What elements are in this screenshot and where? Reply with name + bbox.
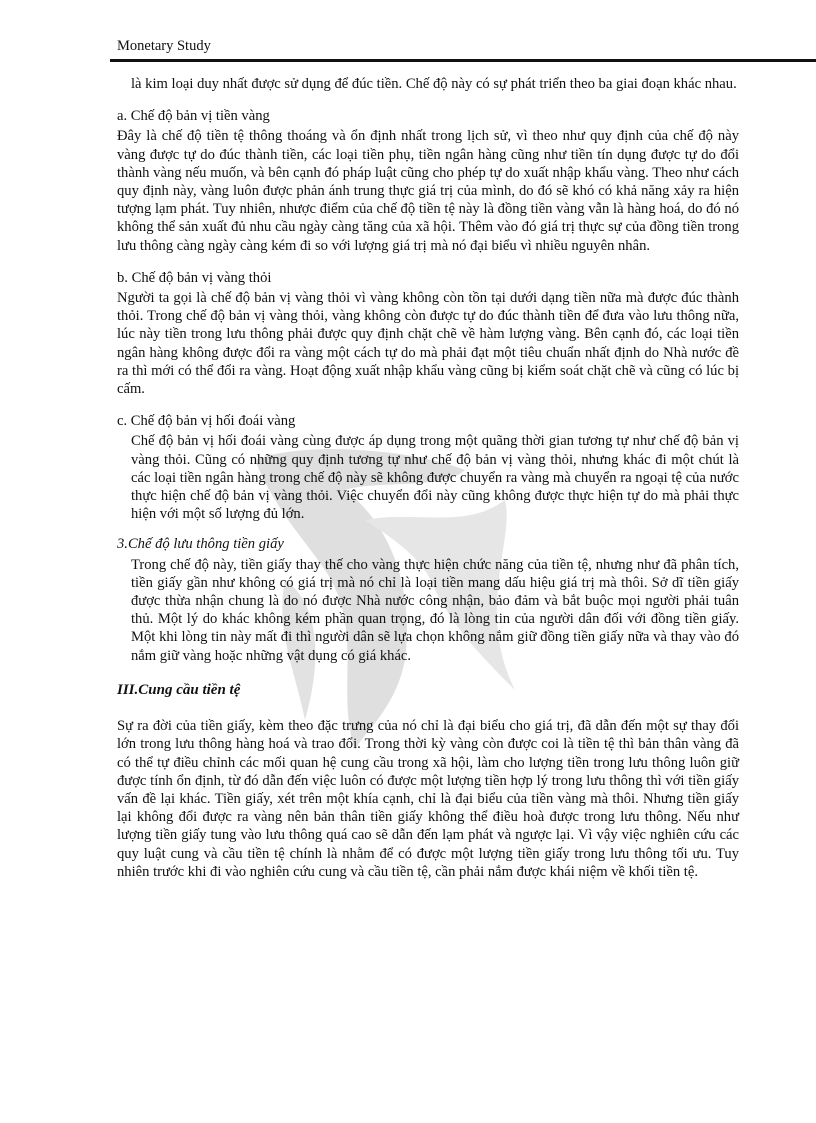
document-body	[117, 75, 739, 881]
section-a-heading: a. Chế độ bản vị tiền vàng	[117, 108, 270, 125]
section-3-paragraph: Trong chế độ này, tiền giấy thay thế cho vàng thực hiện chức năng của tiền tệ, nhưng như đã phân tích, tiền giấy gần như không có giá trị mà nó chỉ là loại tiền mang dấu hiệu giá trị mà thôi. Sở dĩ tiền giấy được thừa nhận chung là do nó được Nhà nước công nhận, bảo đảm và bắt buộc mọi người phải tuân thủ. Một lý do khác không kém phần quan trọng, đó là lòng tin của người dân đối với đồng tiền giấy. Một khi lòng tin này mất đi thì người dân sẽ lựa chọn không nắm giữ đồng tiền giấy nữa và thay vào đó nắm giữ vàng hoặc những vật dụng có giá khác.	[131, 556, 739, 664]
page-header-title: Monetary Study	[117, 38, 211, 54]
section-III-heading: III.Cung cầu tiền tệ	[117, 681, 241, 698]
section-c-heading: c. Chế độ bản vị hối đoái vàng	[117, 413, 296, 430]
section-3-heading: 3.Chế độ lưu thông tiền giấy	[117, 536, 284, 553]
intro-paragraph: là kim loại duy nhất được sử dụng để đúc tiền. Chế độ này có sự phát triển theo ba giai đoạn khác nhau.	[131, 76, 737, 92]
section-b-paragraph: Người ta gọi là chế độ bản vị vàng thỏi vì vàng không còn tồn tại dưới dạng tiền nữa mà được đúc thành thỏi. Trong chế độ bản vị vàng thỏi, vàng không còn được tự do đúc thành tiền để đưa vào lưu thông nữa, lúc này tiền trong lưu thông phải được quy định chặt chẽ về hàm lượng vàng. Bên cạnh đó, các loại tiền ngân hàng không được đổi ra vàng một cách tự do mà phải đạt một tiêu chuẩn nhất định do Nhà nước đề ra thì mới có thể đổi ra vàng. Hoạt động xuất nhập khẩu vàng cũng bị kiểm soát chặt chẽ và cũng có lúc bị cấm.	[117, 290, 739, 398]
section-c-paragraph: Chế độ bản vị hối đoái vàng cùng được áp dụng trong một quãng thời gian tương tự như chế độ bản vị vàng thỏi. Cũng có những quy định tương tự như chế độ bản vị vàng thỏi, nhưng khác đi một chút là các loại tiền ngân hàng trong chế độ này sẽ không được chuyển ra vàng mà chuyển ra ngoại tệ của nước thực hiện chế độ bản vị vàng thỏi. Việc chuyển đổi này cũng không được thực hiện tự do mà phải thực hiện với một số lượng đủ lớn.	[131, 433, 739, 523]
section-a-paragraph: Đây là chế độ tiền tệ thông thoáng và ổn định nhất trong lịch sử, vì theo như quy định của chế độ này vàng được tự do đúc thành tiền, các loại tiền phụ, tiền ngân hàng cũng như tiền tín dụng được tự do đổi thành vàng nếu muốn, và bên cạnh đó pháp luật cũng cho phép tự do xuất nhập khẩu vàng. Theo như cách quy định này, vàng luôn được phản ánh trung thực giá trị của mình, do đó sẽ khó có khả năng xảy ra hiện tượng lạm phát. Tuy nhiên, nhược điểm của chế độ tiền tệ này là đồng tiền vàng vẫn là hàng hoá, do đó nó không thể sản xuất đủ nhu cầu ngày càng tăng của xã hội. Thêm vào đó giá trị thực sự của đồng tiền trong lưu thông càng ngày càng kém đi so với lượng giá trị mà nó đại biểu vì nhiều nguyên nhân.	[117, 128, 739, 254]
section-III-paragraph: Sự ra đời của tiền giấy, kèm theo đặc trưng của nó chỉ là đại biểu cho giá trị, đã dẫn đến một sự thay đổi lớn trong lưu thông hàng hoá và trao đổi. Trong thời kỳ vàng còn được coi là tiền tệ thì bản thân vàng đã có thể tự điều chỉnh các mối quan hệ cung cầu trong xã hội, làm cho lượng tiền trong lưu thông luôn giữ được tính ổn định, từ đó dẫn đến việc luôn có được một lượng tiền hợp lý trong lưu thông thì với tiền giấy vấn đề lại khác. Tiền giấy, xét trên một khía cạnh, chỉ là đại biểu của tiền vàng mà thôi. Nhưng tiền giấy lại không đổi được ra vàng nên bản thân tiền giấy không thể điều hoà được trong lưu thông. Nếu như lượng tiền giấy tung vào lưu thông quá cao sẽ dẫn đến lạm phát và ngược lại. Vì vậy việc nghiên cứu các quy luật cung và cầu tiền tệ chính là nhằm để có được một lượng tiền giấy trong lưu thông tối ưu. Tuy nhiên trước khi đi vào nghiên cứu cung và cầu tiền tệ, cần phải nắm được khái niệm về khối tiền tệ.	[117, 718, 739, 880]
header-rule	[110, 59, 816, 62]
section-b-heading: b. Chế độ bản vị vàng thỏi	[117, 269, 272, 286]
